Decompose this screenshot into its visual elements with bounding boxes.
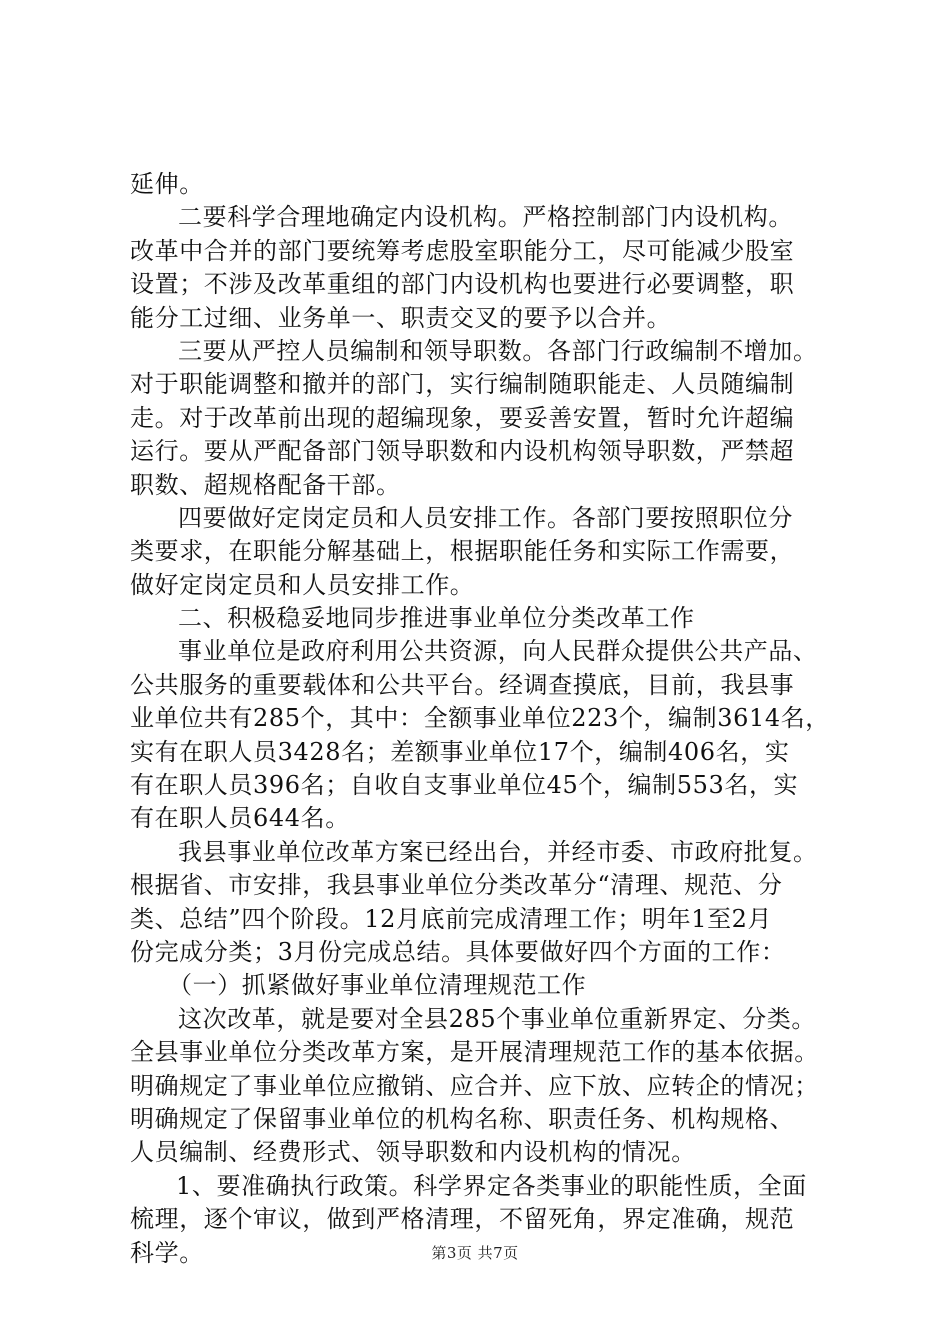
text-line: 有在职人员396名；自收自支事业单位45个，编制553名，实 (130, 771, 799, 800)
text-line: 明确规定了事业单位应撤销、应合并、应下放、应转企的情况； (130, 1071, 819, 1100)
text-line: 公共服务的重要载体和公共平台。经调查摸底，目前，我县事 (130, 670, 795, 699)
text-line: 份完成分类；3月份完成总结。具体要做好四个方面的工作： (130, 937, 786, 966)
text-line: 延伸。 (130, 170, 204, 198)
text-line: 走。对于改革前出现的超编现象，要妥善安置，暂时允许超编 (130, 403, 795, 432)
page-footer: 第3页 共7页 (431, 1244, 519, 1262)
text-line: 类、总结”四个阶段。12月底前完成清理工作；明年1至2月 (130, 904, 773, 933)
text-line: 实有在职人员3428名；差额事业单位17个，编制406名，实 (130, 737, 790, 766)
text-line: 人员编制、经费形式、领导职数和内设机构的情况。 (130, 1138, 696, 1167)
text-line: 二要科学合理地确定内设机构。严格控制部门内设机构。 (178, 203, 793, 232)
text-line: 1、要准确执行政策。科学界定各类事业的职能性质，全面 (176, 1171, 807, 1200)
document-body (130, 168, 830, 1270)
text-line: 二、积极稳妥地同步推进事业单位分类改革工作 (178, 604, 695, 633)
text-line: 三要从严控人员编制和领导职数。各部门行政编制不增加。 (178, 336, 818, 365)
text-line: 类要求，在职能分解基础上，根据职能任务和实际工作需要， (130, 537, 795, 566)
text-line: 明确规定了保留事业单位的机构名称、职责任务、机构规格、 (130, 1104, 795, 1133)
text-line: 做好定岗定员和人员安排工作。 (130, 570, 475, 599)
text-line: 我县事业单位改革方案已经出台，并经市委、市政府批复。 (178, 837, 818, 866)
text-line: 科学。 (130, 1238, 204, 1267)
text-line: 有在职人员644名。 (130, 804, 350, 833)
text-line: 梳理，逐个审议，做到严格清理，不留死角，界定准确，规范 (130, 1205, 795, 1234)
text-line: 运行。要从严配备部门领导职数和内设机构领导职数，严禁超 (130, 437, 795, 466)
text-line: 对于职能调整和撤并的部门，实行编制随职能走、人员随编制 (130, 370, 795, 399)
text-line: 全县事业单位分类改革方案，是开展清理规范工作的基本依据。 (130, 1038, 819, 1067)
text-line: 改革中合并的部门要统筹考虑股室职能分工，尽可能减少股室 (130, 236, 795, 265)
text-line: 这次改革，就是要对全县285个事业单位重新界定、分类。 (178, 1004, 817, 1033)
text-line: 根据省、市安排，我县事业单位分类改革分“清理、规范、分 (130, 871, 783, 900)
text-line: 四要做好定岗定员和人员安排工作。各部门要按照职位分 (178, 503, 793, 532)
text-line: 事业单位是政府利用公共资源，向人民群众提供公共产品、 (178, 637, 818, 666)
text-line: 业单位共有285个，其中：全额事业单位223个，编制3614名， (130, 704, 830, 733)
text-line: 能分工过细、业务单一、职责交叉的要予以合并。 (130, 303, 672, 332)
text-line: （一）抓紧做好事业单位清理规范工作 (168, 971, 587, 1000)
text-line: 设置；不涉及改革重组的部门内设机构也要进行必要调整，职 (130, 270, 795, 299)
text-line: 职数、超规格配备干部。 (130, 470, 401, 499)
